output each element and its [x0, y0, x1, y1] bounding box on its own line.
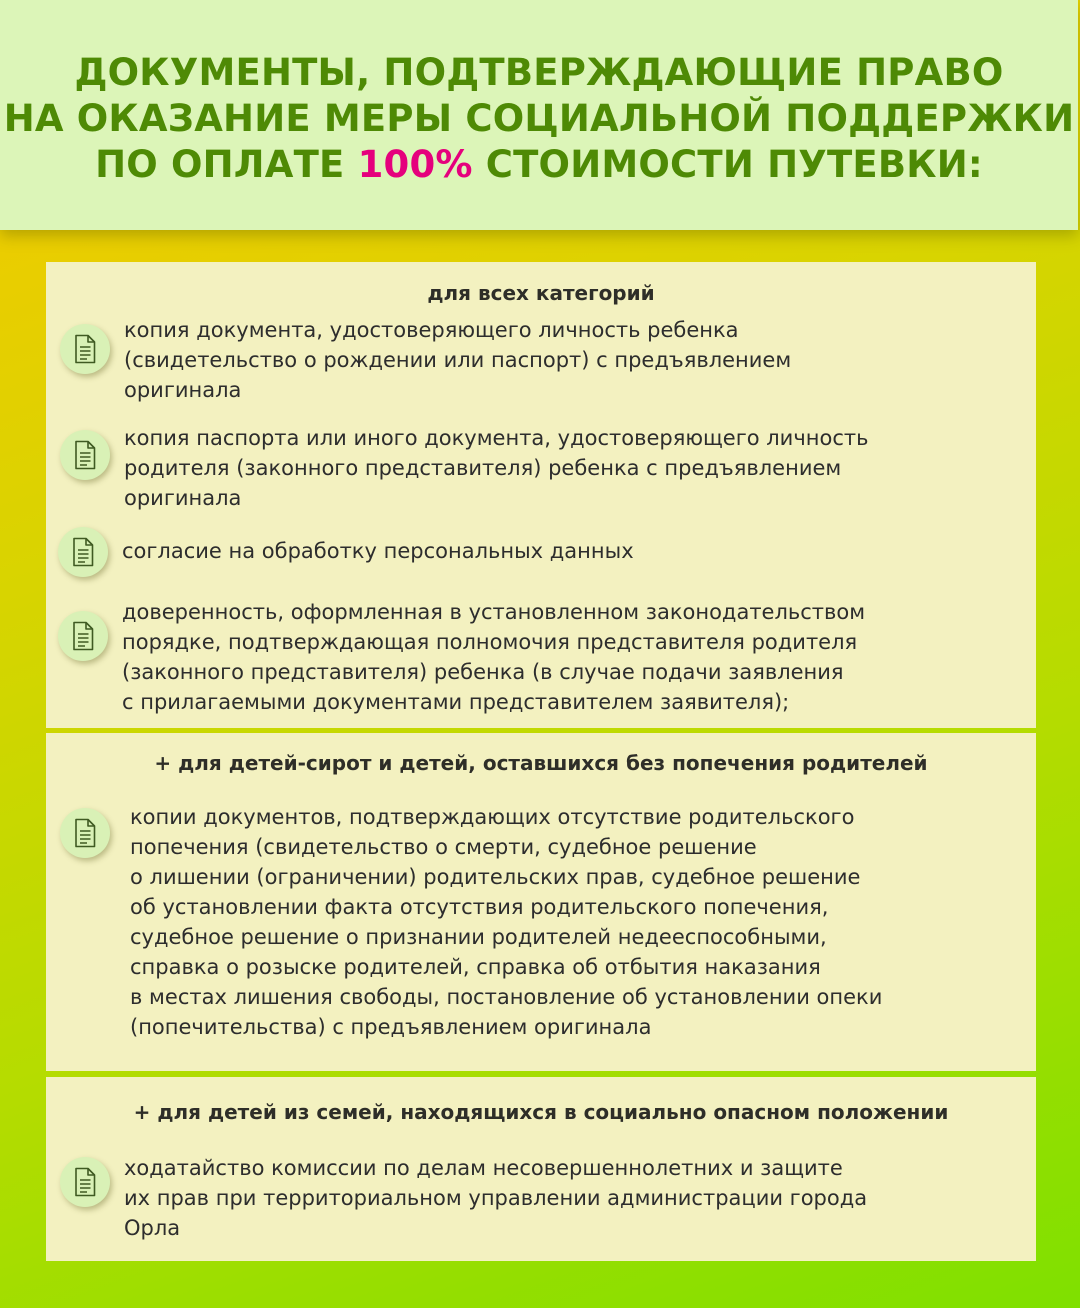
document-icon [60, 808, 110, 858]
list-item-text: доверенность, оформленная в установленном законодательством порядке, подтверждающая полномочия представителя родителя (законного представителя) ребенка (в случае подачи заявления с прилагаемыми документами представителем заявителя); [122, 600, 866, 714]
document-icon [60, 430, 110, 480]
list-item-text: копия документа, удостоверяющего личность ребенка (свидетельство о рождении или паспорт) с предъявлением оригинала [124, 318, 792, 402]
list-item-text: копии документов, подтверждающих отсутствие родительского попечения (свидетельство о смерти, судебное решение о лишении (ограничении) родительских прав, судебное решение об установлении факта отсутствия родительского попечения, судебное решение о признании родителей недееспособными, справка о розыске родителей, справка об отбытия наказания в местах лишения свободы, постановление об установлении опеки (попечительства) с предъявлением оригинала [130, 805, 883, 1039]
document-icon-glyph [73, 334, 97, 364]
list-item-text: ходатайство комиссии по делам несовершеннолетних и защите их прав при территориальном управлении администрации города Орла [124, 1156, 868, 1240]
document-icon-glyph [73, 1167, 97, 1197]
document-icon [60, 1157, 110, 1207]
list-item-text: копия паспорта или иного документа, удостоверяющего личность родителя (законного представителя) ребенка с предъявлением оригинала [124, 426, 869, 510]
list-item-text: согласие на обработку персональных данных [122, 539, 634, 563]
section-title: + для детей-сирот и детей, оставшихся без попечения родителей [154, 751, 928, 775]
header-banner [0, 0, 1078, 230]
title-line-3-end: СТОИМОСТИ ПУТЕВКИ: [472, 143, 983, 186]
section-families-at-risk [46, 1077, 1036, 1261]
section-title: для всех категорий [427, 281, 655, 305]
document-icon [60, 324, 110, 374]
document-icon-glyph [73, 818, 97, 848]
page-title-line-2: НА ОКАЗАНИЕ МЕРЫ СОЦИАЛЬНОЙ ПОДДЕРЖКИ [3, 97, 1075, 140]
section-title: + для детей из семей, находящихся в социально опасном положении [133, 1100, 949, 1124]
document-icon-glyph [71, 537, 95, 567]
page-title-line-3 [95, 142, 983, 188]
document-icon [58, 611, 108, 661]
section-orphans [46, 733, 1036, 1071]
title-percent-accent: 100% [357, 143, 473, 186]
document-icon [58, 527, 108, 577]
title-line-3-start: ПО ОПЛАТЕ [95, 143, 358, 186]
document-icon-glyph [71, 621, 95, 651]
section-all-categories [46, 262, 1036, 728]
document-icon-glyph [73, 440, 97, 470]
page-title-line-1: ДОКУМЕНТЫ, ПОДТВЕРЖДАЮЩИЕ ПРАВО [74, 51, 1004, 94]
